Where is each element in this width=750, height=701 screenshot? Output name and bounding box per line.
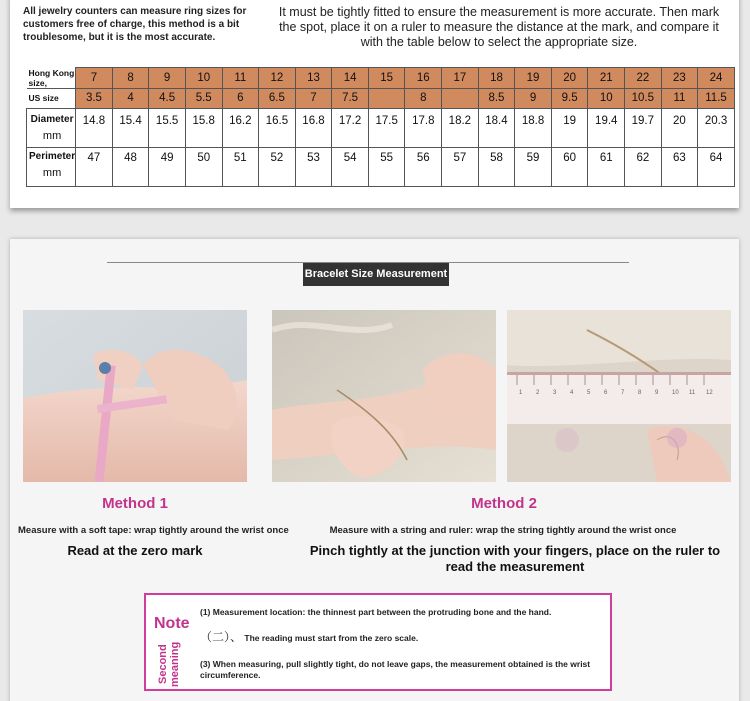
table-cell-diameter: 20 (661, 108, 698, 147)
table-cell-us: 8.5 (478, 88, 515, 108)
perimeter-unit: mm (42, 166, 62, 179)
ruler-number: 10 (672, 390, 679, 396)
table-cell-hk: 23 (661, 68, 698, 89)
table-cell-perimeter: 47 (76, 147, 113, 186)
table-cell-perimeter: 60 (551, 147, 588, 186)
note-line-2 (200, 632, 610, 644)
us-size-label: US size (27, 88, 76, 108)
method-1-title: Method 1 (102, 495, 168, 512)
table-cell-diameter: 15.5 (149, 108, 186, 147)
table-cell-diameter: 19.4 (588, 108, 625, 147)
table-cell-hk: 10 (185, 68, 222, 89)
ruler-number: 4 (570, 390, 574, 396)
table-cell-us: 10.5 (625, 88, 662, 108)
note-line-3: (3) When measuring, pull slightly tight, do not leave gaps, the measurement obtained is the wrist circumference. (200, 659, 591, 680)
photo-soft-tape (23, 310, 247, 482)
table-cell-perimeter: 63 (661, 147, 698, 186)
ruler-number: 6 (604, 390, 608, 396)
method-2-desc: Measure with a string and ruler: wrap the string tightly around the wrist once (329, 525, 677, 536)
table-cell-diameter: 17.8 (405, 108, 442, 147)
method-2-title: Method 2 (471, 495, 537, 512)
table-cell-diameter: 17.2 (332, 108, 369, 147)
table-cell-us: 7 (295, 88, 332, 108)
bracelet-section-badge: Bracelet Size Measurement (303, 263, 449, 286)
table-cell-hk: 13 (295, 68, 332, 89)
table-cell-diameter: 20.3 (698, 108, 735, 147)
table-cell-perimeter: 59 (515, 147, 552, 186)
table-cell-perimeter: 61 (588, 147, 625, 186)
ruler-number: 5 (587, 390, 591, 396)
table-cell-hk: 19 (515, 68, 552, 89)
table-cell-hk: 21 (588, 68, 625, 89)
ruler-number: 3 (553, 390, 557, 396)
table-cell-hk: 7 (76, 68, 113, 89)
table-cell-us: 11.5 (698, 88, 735, 108)
table-cell-us: 4.5 (149, 88, 186, 108)
photo-ruler (507, 310, 731, 482)
method-1-desc: Measure with a soft tape: wrap tightly around the wrist once (18, 525, 289, 536)
table-cell-us: 9 (515, 88, 552, 108)
ruler-number: 9 (655, 390, 659, 396)
table-cell-us: 6 (222, 88, 259, 108)
note-line-2-text: The reading must start from the zero scale. (244, 633, 419, 643)
table-cell-hk: 20 (551, 68, 588, 89)
perimeter-label: Perimeter (29, 150, 76, 162)
method-1-instruction: Read at the zero mark (67, 543, 203, 558)
table-cell-perimeter: 55 (368, 147, 405, 186)
table-cell-us: 11 (661, 88, 698, 108)
diameter-label-cell (27, 108, 76, 147)
table-cell-diameter: 14.8 (76, 108, 113, 147)
perimeter-row (27, 147, 735, 186)
table-cell-diameter: 16.2 (222, 108, 259, 147)
perimeter-label-cell (27, 147, 76, 186)
table-cell-us: 5.5 (185, 88, 222, 108)
note-box (144, 593, 612, 691)
table-cell-hk: 22 (625, 68, 662, 89)
ruler-number: 11 (689, 390, 696, 396)
table-cell-us: 7.5 (332, 88, 369, 108)
table-cell-diameter: 19 (551, 108, 588, 147)
table-cell-us: 10 (588, 88, 625, 108)
table-cell-diameter: 15.8 (185, 108, 222, 147)
table-cell-perimeter: 51 (222, 147, 259, 186)
table-cell-us (442, 88, 479, 108)
bracelet-card (10, 239, 739, 701)
ruler-number: 8 (638, 390, 642, 396)
table-cell-us: 3.5 (76, 88, 113, 108)
diameter-label: Diameter (30, 113, 74, 125)
ruler-number: 1 (519, 390, 523, 396)
table-cell-perimeter: 54 (332, 147, 369, 186)
ring-size-table (26, 67, 735, 187)
table-cell-us (368, 88, 405, 108)
table-cell-hk: 14 (332, 68, 369, 89)
table-cell-perimeter: 50 (185, 147, 222, 186)
table-cell-perimeter: 57 (442, 147, 479, 186)
note-line-2-prefix: （二）、 (200, 630, 243, 644)
method-2-instruction: Pinch tightly at the junction with your fingers, place on the ruler to read the measurement (309, 543, 721, 574)
diameter-row (27, 108, 735, 147)
hk-size-label: Hong Kong size, (28, 67, 75, 88)
size-chart-card (10, 0, 739, 208)
table-cell-hk: 15 (368, 68, 405, 89)
table-cell-hk: 17 (442, 68, 479, 89)
ruler-number: 12 (706, 390, 713, 396)
table-cell-diameter: 18.8 (515, 108, 552, 147)
table-cell-diameter: 18.2 (442, 108, 479, 147)
table-cell-perimeter: 56 (405, 147, 442, 186)
table-cell-us: 6.5 (259, 88, 296, 108)
table-cell-hk: 8 (112, 68, 149, 89)
table-cell-diameter: 17.5 (368, 108, 405, 147)
table-cell-hk: 9 (149, 68, 186, 89)
us-size-row (27, 88, 735, 108)
table-cell-perimeter: 62 (625, 147, 662, 186)
table-cell-us: 8 (405, 88, 442, 108)
table-cell-hk: 12 (259, 68, 296, 89)
hk-size-row (27, 68, 735, 89)
table-cell-perimeter: 49 (149, 147, 186, 186)
table-cell-hk: 24 (698, 68, 735, 89)
table-cell-diameter: 15.4 (112, 108, 149, 147)
table-cell-diameter: 16.8 (295, 108, 332, 147)
table-cell-hk: 11 (222, 68, 259, 89)
fit-instructions: It must be tightly fitted to ensure the measurement is more accurate. Then mark the spot, place it on a ruler to measure the distance at the mark, and compare it with the table below to select the appropriate size. (278, 5, 720, 49)
diameter-unit: mm (42, 129, 62, 142)
table-cell-diameter: 19.7 (625, 108, 662, 147)
table-cell-perimeter: 52 (259, 147, 296, 186)
table-cell-diameter: 16.5 (259, 108, 296, 147)
note-title: Note (154, 615, 190, 632)
note-line-1: (1) Measurement location: the thinnest part between the protruding bone and the hand. (200, 607, 552, 617)
ruler-number: 7 (621, 390, 625, 396)
table-cell-hk: 16 (405, 68, 442, 89)
jewelry-counter-note: All jewelry counters can measure ring sizes for customers free of charge, this method is a bit troublesome, but it is the most accurate. (23, 6, 247, 43)
table-cell-us: 9.5 (551, 88, 588, 108)
table-cell-perimeter: 58 (478, 147, 515, 186)
table-cell-diameter: 18.4 (478, 108, 515, 147)
table-cell-hk: 18 (478, 68, 515, 89)
table-cell-perimeter: 53 (295, 147, 332, 186)
table-cell-us: 4 (112, 88, 149, 108)
table-cell-perimeter: 48 (112, 147, 149, 186)
ruler-number: 2 (536, 390, 540, 396)
note-second-meaning: Second meaning (157, 641, 181, 687)
photo-string (272, 310, 496, 482)
table-cell-perimeter: 64 (698, 147, 735, 186)
